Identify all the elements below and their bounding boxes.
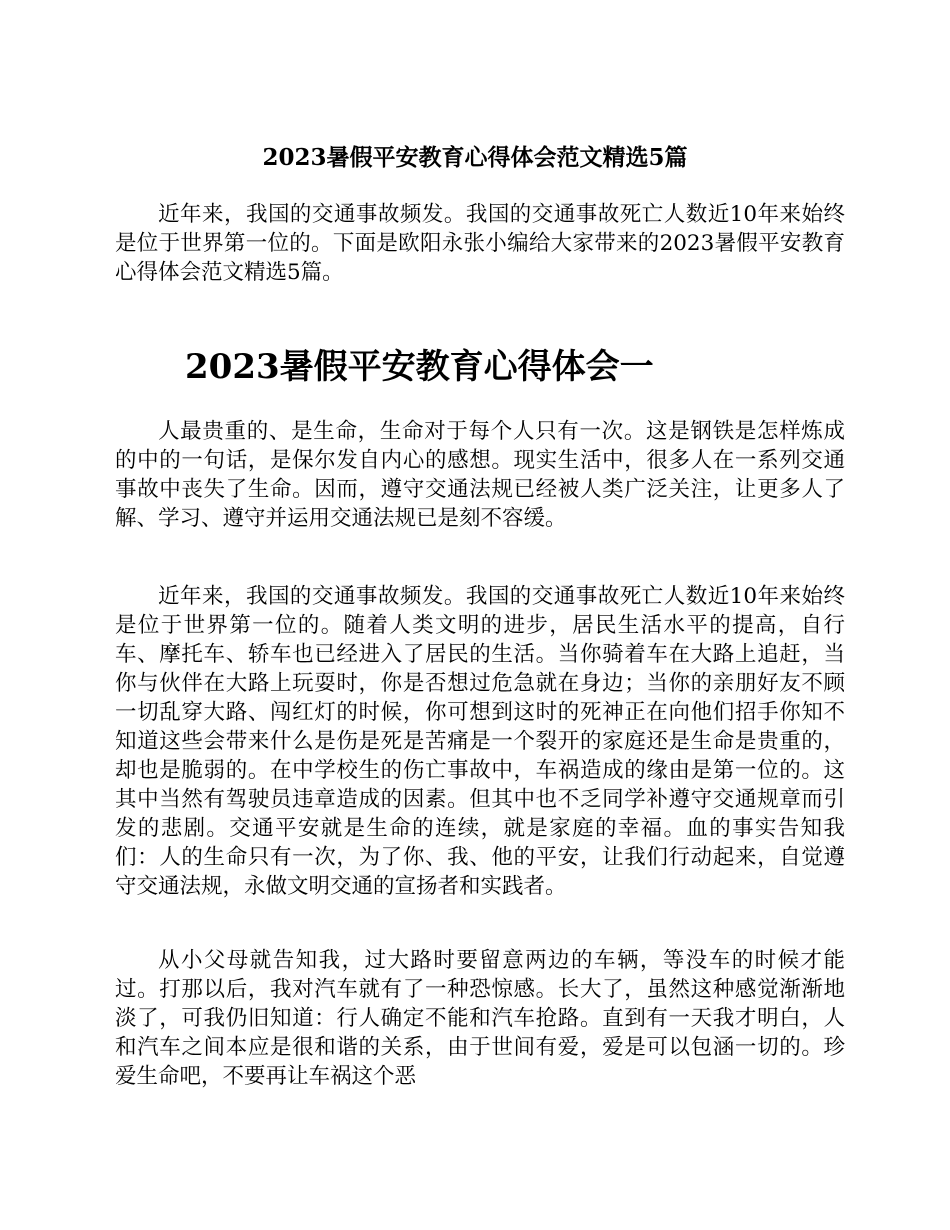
document-title: 2023暑假平安教育心得体会范文精选5篇: [262, 144, 688, 171]
body-paragraph-3: 从小父母就告知我，过大路时要留意两边的车辆，等没车的时候才能过。打那以后，我对汽车就有了一种恐惊感。长大了，虽然这种感觉渐渐地淡了，可我仍旧知道：行人确定不能和汽车抢路。直到有一天我才明白，人和汽车之间本应是很和谐的关系，由于世间有爱，爱是可以包涵一切的。珍爱生命吧，不要再让车祸这个恶: [115, 948, 845, 1089]
section-heading: 2023暑假平安教育心得体会一: [185, 347, 654, 387]
intro-paragraph: 近年来，我国的交通事故频发。我国的交通事故死亡人数近10年来始终是位于世界第一位的。下面是欧阳永张小编给大家带来的2023暑假平安教育心得体会范文精选5篇。: [115, 202, 845, 285]
body-paragraph-2: 近年来，我国的交通事故频发。我国的交通事故死亡人数近10年来始终是位于世界第一位的。随着人类文明的进步，居民生活水平的提高，自行车、摩托车、轿车也已经进入了居民的生活。当你骑着车在大路上追赶，当你与伙伴在大路上玩耍时，你是否想过危急就在身边；当你的亲朋好友不顾一切乱穿大路、闯红灯的时候，你可想到这时的死神正在向他们招手你知不知道这些会带来什么是伤是死是苦痛是一个裂开的家庭还是生命是贵重的，却也是脆弱的。在中学校生的伤亡事故中，车祸造成的缘由是第一位的。这其中当然有驾驶员违章造成的因素。但其中也不乏同学补遵守交通规章而引发的悲剧。交通平安就是生命的连续，就是家庭的幸福。血的事实告知我们：人的生命只有一次，为了你、我、他的平安，让我们行动起来，自觉遵守交通法规，永做文明交通的宣扬者和实践者。: [115, 584, 845, 899]
body-paragraph-1: 人最贵重的、是生命，生命对于每个人只有一次。这是钢铁是怎样炼成的中的一句话，是保尔发自内心的感想。现实生活中，很多人在一系列交通事故中丧失了生命。因而，遵守交通法规已经被人类广泛关注，让更多人了解、学习、遵守并运用交通法规已是刻不容缓。: [115, 419, 845, 531]
